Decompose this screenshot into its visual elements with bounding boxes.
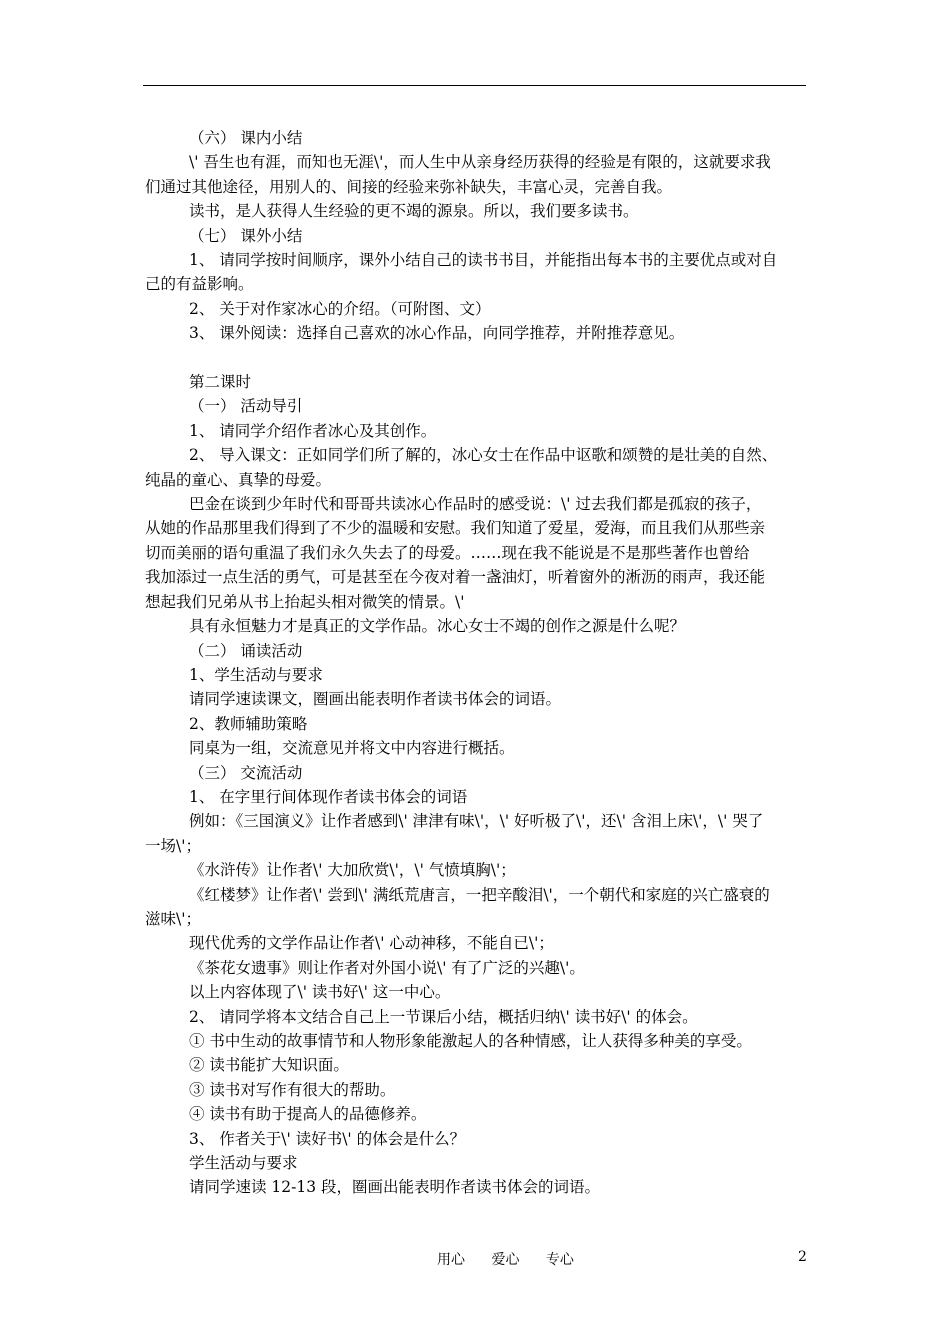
- text-line: 具有永恒魅力才是真正的文学作品。冰心女士不竭的创作之源是什么呢？: [189, 617, 686, 636]
- text-line: ① 书中生动的故事情节和人物形象能激起人的各种情感，让人获得多种美的享受。: [189, 1032, 752, 1051]
- text-line: 请同学速读 12-13 段，圈画出能表明作者读书体会的词语。: [189, 1178, 601, 1197]
- text-line: 1、 请同学介绍作者冰心及其创作。: [189, 421, 437, 440]
- text-line: 巴金在谈到少年时代和哥哥共读冰心作品时的感受说：\' 过去我们都是孤寂的孩子，: [189, 495, 762, 514]
- text-line: ② 读书能扩大知识面。: [189, 1056, 349, 1075]
- text-line: （七） 课外小结: [189, 226, 303, 245]
- footer-motto: [437, 1249, 596, 1269]
- header-rule: [143, 85, 806, 86]
- text-line: 2、 导入课文：正如同学们所了解的，冰心女士在作品中讴歌和颂赞的是壮美的自然、: [189, 446, 778, 465]
- text-line: 3、 作者关于\' 读好书\' 的体会是什么？: [189, 1129, 466, 1148]
- text-line: 读书，是人获得人生经验的更不竭的源泉。所以，我们要多读书。: [189, 202, 639, 221]
- text-line: 想起我们兄弟从书上抬起头相对微笑的情景。\': [145, 592, 465, 611]
- text-line: 同桌为一组，交流意见并将文中内容进行概括。: [189, 739, 515, 758]
- text-line: 学生活动与要求: [189, 1154, 298, 1173]
- text-line: ④ 读书有助于提高人的品德修养。: [189, 1105, 427, 1124]
- text-line: 己的有益影响。: [145, 275, 254, 294]
- text-line: 2、 关于对作家冰心的介绍。（可附图、文）: [189, 299, 491, 318]
- footer-motto-word: 用心: [437, 1252, 465, 1268]
- text-line: 们通过其他途径，用别人的、间接的经验来弥补缺失，丰富心灵，完善自我。: [145, 177, 673, 196]
- text-line: 《水浒传》让作者\' 大加欣赏\'，\' 气愤填胸\'；: [189, 861, 516, 880]
- text-line: 滋味\'；: [145, 909, 201, 928]
- footer-motto-word: 爱心: [491, 1252, 520, 1268]
- text-line: ③ 读书对写作有很大的帮助。: [189, 1080, 396, 1099]
- text-line: 《红楼梦》让作者\' 尝到\' 满纸荒唐言，一把辛酸泪\'，一个朝代和家庭的兴亡盛衰的: [189, 885, 770, 904]
- page-number: 2: [798, 1249, 807, 1265]
- text-line: （六） 课内小结: [189, 129, 303, 147]
- text-line: 纯晶的童心、真挚的母爱。: [145, 470, 332, 489]
- text-line: 我加添过一点生活的勇气，可是甚至在今夜对着一盏油灯，听着窗外的淅沥的雨声，我还能: [145, 568, 766, 587]
- text-line: （三） 交流活动: [189, 763, 303, 782]
- text-line: 2、 请同学将本文结合自己上一节课后小结，概括归纳\' 读书好\' 的体会。: [189, 1007, 698, 1026]
- text-line: 1、学生活动与要求: [189, 665, 323, 684]
- text-line: 第二课时: [189, 373, 252, 392]
- footer-motto-word: 专心: [545, 1252, 574, 1268]
- text-line: [145, 346, 809, 370]
- text-line: 切而美丽的语句重温了我们永久失去了的母爱。……现在我不能说是不是那些著作也曾给: [145, 543, 750, 562]
- text-line: 请同学速读课文，圈画出能表明作者读书体会的词语。: [189, 690, 562, 709]
- document-body: [145, 126, 809, 1200]
- text-line: 以上内容体现了\' 读书好\' 这一中心。: [189, 983, 451, 1002]
- text-line: 从她的作品那里我们得到了不少的温暖和安慰。我们知道了爱星，爱海，而且我们从那些亲: [145, 519, 766, 538]
- text-line: 1、 在字里行间体现作者读书体会的词语: [189, 787, 468, 806]
- text-line: 3、 课外阅读：选择自己喜欢的冰心作品，向同学推荐，并附推荐意见。: [189, 324, 685, 343]
- text-line: 现代优秀的文学作品让作者\' 心动神移，不能自已\'；: [189, 934, 554, 953]
- text-line: 1、 请同学按时间顺序，课外小结自己的读书书目，并能指出每本书的主要优点或对自: [189, 251, 778, 270]
- text-line: 2、教师辅助策略: [189, 714, 308, 733]
- text-line: （一） 活动导引: [189, 397, 303, 416]
- text-line: \' 吾生也有涯，而知也无涯\'，而人生中从亲身经历获得的经验是有限的，这就要求我: [189, 153, 771, 172]
- text-line: 《茶花女遗事》则让作者对外国小说\' 有了广泛的兴趣\'。: [189, 958, 585, 977]
- text-line: （二） 诵读活动: [189, 641, 303, 660]
- text-line: 例如：《三国演义》让作者感到\' 津津有味\'，\' 好听极了\'，还\' 含泪上床\'，\' 哭了: [189, 812, 764, 831]
- text-line: 一场\'；: [145, 836, 201, 855]
